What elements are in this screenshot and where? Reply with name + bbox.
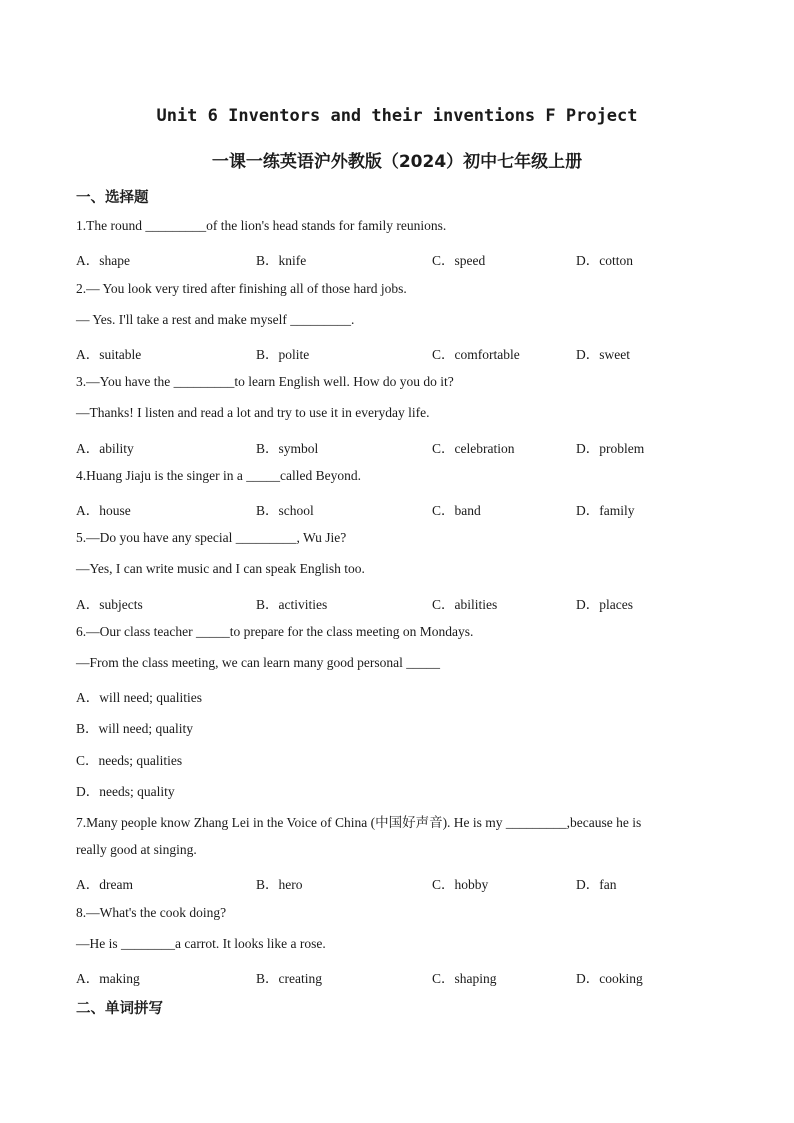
question-8-option-c: C．shaping	[432, 971, 497, 986]
question-3-line-1: 3.—You have the _________to learn English well. How do you do it?	[76, 374, 454, 389]
question-2-option-a: A．suitable	[76, 347, 142, 362]
question-4-option-d: D．family	[576, 503, 635, 518]
question-2-option-d: D．sweet	[576, 347, 630, 362]
question-5-option-c: C．abilities	[432, 597, 498, 612]
question-7-option-c: C．hobby	[432, 877, 489, 892]
question-7-option-a: A．dream	[76, 877, 133, 892]
question-1-option-b: B．knife	[256, 253, 307, 268]
question-4-option-b: B．school	[256, 503, 314, 518]
question-6-line-1: 6.—Our class teacher _____to prepare for the class meeting on Mondays.	[76, 624, 474, 639]
question-6-option-d: D．needs; quality	[76, 784, 175, 799]
question-6-option-b: B．will need; quality	[76, 721, 193, 736]
question-2-line-1: 2.— You look very tired after finishing all of those hard jobs.	[76, 281, 407, 296]
question-6-option-a: A．will need; qualities	[76, 690, 202, 705]
question-4-option-c: C．band	[432, 503, 481, 518]
question-4-option-a: A．house	[76, 503, 131, 518]
question-3-option-a: A．ability	[76, 441, 134, 456]
document-title: Unit 6 Inventors and their inventions F Project	[156, 106, 638, 126]
question-8-option-d: D．cooking	[576, 971, 643, 986]
section-heading-spelling: 二、单词拼写	[76, 1001, 163, 1017]
question-2-line-2: — Yes. I'll take a rest and make myself _________.	[76, 312, 355, 327]
question-1-option-c: C．speed	[432, 253, 486, 268]
question-8-option-b: B．creating	[256, 971, 322, 986]
question-2-option-b: B．polite	[256, 347, 310, 362]
section-heading-choice: 一、选择题	[76, 190, 149, 206]
question-3-option-c: C．celebration	[432, 441, 515, 456]
question-5-line-2: —Yes, I can write music and I can speak English too.	[76, 561, 365, 576]
question-6-line-2: —From the class meeting, we can learn many good personal _____	[76, 655, 441, 670]
question-3-line-2: —Thanks! I listen and read a lot and try to use it in everyday life.	[76, 405, 430, 420]
question-1-option-a: A．shape	[76, 253, 130, 268]
question-1-option-d: D．cotton	[576, 253, 633, 268]
question-5-line-1: 5.—Do you have any special _________, Wu Jie?	[76, 530, 347, 545]
question-7-line-2: really good at singing.	[76, 842, 197, 857]
question-7-option-d: D．fan	[576, 877, 617, 892]
question-7-option-b: B．hero	[256, 877, 303, 892]
document-subtitle: 一课一练英语沪外教版（2024）初中七年级上册	[211, 152, 583, 172]
question-6-option-c: C．needs; qualities	[76, 753, 183, 768]
question-7-line-1: 7.Many people know Zhang Lei in the Voice of China (中国好声音). He is my _________,because he is	[76, 815, 642, 830]
question-5-option-b: B．activities	[256, 597, 328, 612]
question-3-option-b: B．symbol	[256, 441, 319, 456]
question-5-option-a: A．subjects	[76, 597, 143, 612]
question-8-line-2: —He is ________a carrot. It looks like a rose.	[76, 936, 326, 951]
question-4-line-1: 4.Huang Jiaju is the singer in a _____called Beyond.	[76, 468, 361, 483]
question-2-option-c: C．comfortable	[432, 347, 520, 362]
question-8-option-a: A．making	[76, 971, 140, 986]
question-1-line-1: 1.The round _________of the lion's head stands for family reunions.	[76, 218, 447, 233]
question-3-option-d: D．problem	[576, 441, 645, 456]
question-5-option-d: D．places	[576, 597, 633, 612]
question-8-line-1: 8.—What's the cook doing?	[76, 905, 227, 920]
